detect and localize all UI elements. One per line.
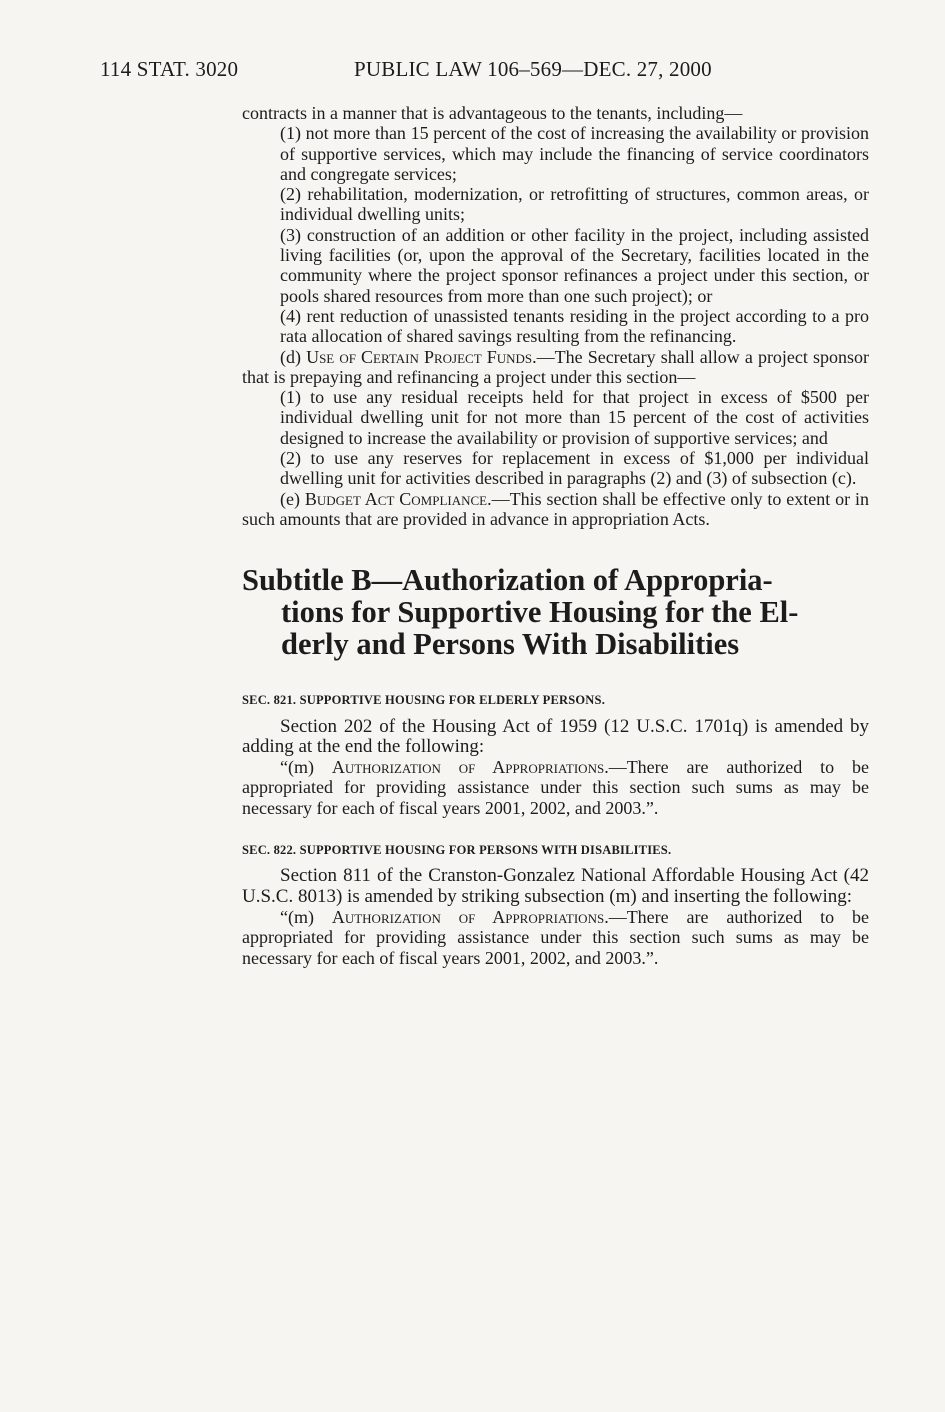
public-law-citation: PUBLIC LAW 106–569—DEC. 27, 2000 [354,57,712,81]
subsection-heading: Budget Act Compliance [304,488,488,509]
subsection-heading: Use of Certain Project Funds [306,346,533,367]
section-822-text: Section 811 of the Cranston-Gonzalez National Affordable Housing Act (42 U.S.C. 8013) is amended by striking subsection (m) and inserting the following: [242,865,869,907]
section-822-quote [242,907,869,968]
subtitle-line: derly and Persons With Disabilities [281,627,740,662]
quote-heading: Authorization of Appropriations [331,906,605,927]
subtitle-line: tions for Supportive Housing for the El- [281,595,799,630]
quote-label: “(m) [280,906,332,927]
document-body [242,103,869,968]
subsection-label: (d) [280,346,307,367]
intro-paragraph: contracts in a manner that is advantageous to the tenants, including— [242,103,743,123]
subsection-text: .—This section shall be effective only to extent or in such amounts that are provided in advance in appropriation Acts. [242,488,869,529]
quote-text: .—There are authorized to be appropriated for providing assistance under this section such sums as may be necessary for each of fiscal years 2001, 2002, and 2003.”. [242,757,869,818]
quote-label: “(m) [280,757,332,778]
section-821-quote [242,757,869,818]
quote-heading: Authorization of Appropriations [331,757,605,778]
section-821-heading: SEC. 821. SUPPORTIVE HOUSING FOR ELDERLY PERSONS. [242,693,606,708]
list-item: (4) rent reduction of unassisted tenants residing in the project according to a pro rata allocation of shared savings resulting from the refinancing. [280,305,869,347]
subsection-text: .—The Secretary shall allow a project sponsor that is prepaying and refinancing a project under this section— [242,346,869,387]
list-item: (2) to use any reserves for replacement in excess of $1,000 per individual dwelling unit for activities described in paragraphs (2) and (3) of subsection (c). [280,448,869,489]
statute-page-number: 114 STAT. 3020 [100,57,239,81]
subtitle-line: Subtitle B—Authorization of Appropria- [242,563,773,598]
subsection-d [242,347,869,388]
section-821-text: Section 202 of the Housing Act of 1959 (12 U.S.C. 1701q) is amended by adding at the end the following: [242,715,869,757]
subtitle-heading [242,564,869,660]
list-item: (1) to use any residual receipts held for that project in excess of $500 per individual dwelling unit for not more than 15 percent of the cost of activities designed to increase the availability or provision of supportive services; and [280,387,869,448]
list-item: (1) not more than 15 percent of the cost of increasing the availability or provision of supportive services, which may include the financing of service coordinators and congregate services; [280,123,869,184]
list-item: (2) rehabilitation, modernization, or retrofitting of structures, common areas, or individual dwelling units; [280,184,869,225]
section-822-heading: SEC. 822. SUPPORTIVE HOUSING FOR PERSONS WITH DISABILITIES. [242,843,672,858]
subsection-e [242,489,869,530]
subsection-label: (e) [280,488,305,509]
list-item: (3) construction of an addition or other facility in the project, including assisted living facilities (or, upon the approval of the Secretary, facilities located in the community where the project sponsor refinances a project under this section, or pools shared resources from more than one such project); or [280,224,869,306]
quote-text: .—There are authorized to be appropriated for providing assistance under this section such sums as may be necessary for each of fiscal years 2001, 2002, and 2003.”. [242,906,869,968]
